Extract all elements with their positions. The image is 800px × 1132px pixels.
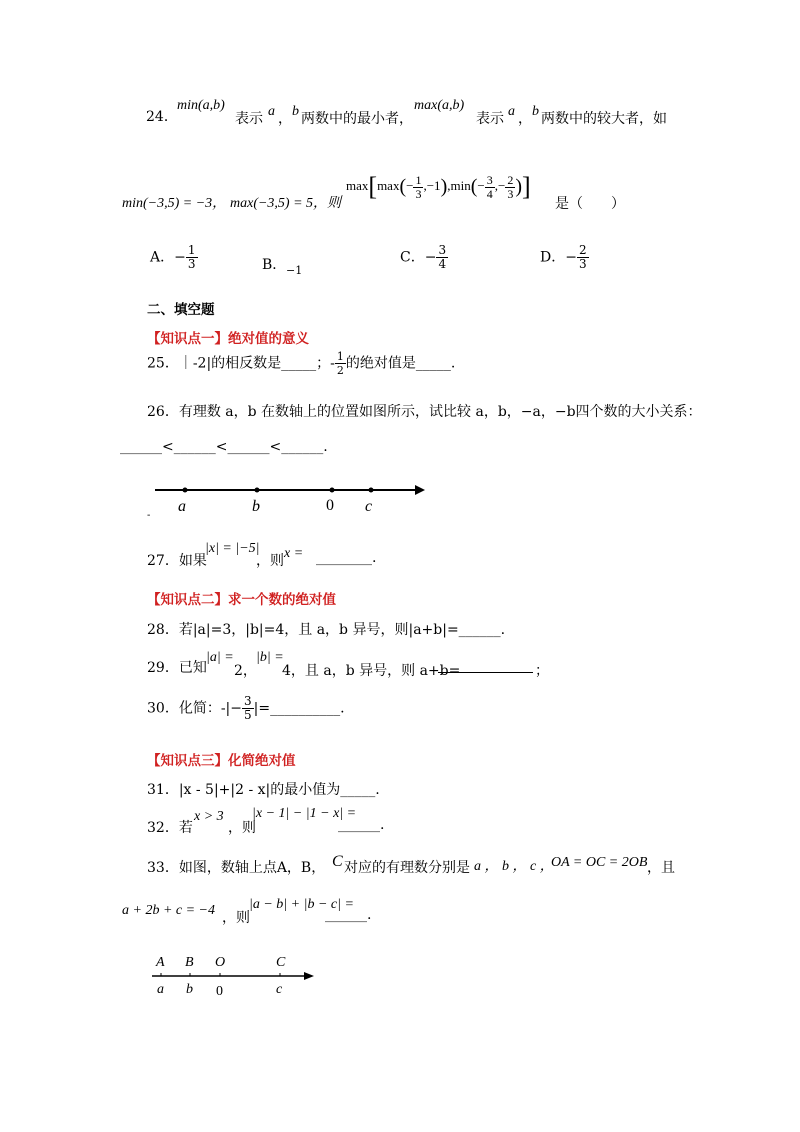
- q27-text1: 27．如果: [147, 553, 207, 569]
- q27-blank[interactable]: ________.: [316, 550, 377, 566]
- knowledge-point-1: 【知识点一】绝对值的意义: [147, 331, 309, 347]
- q31: 31．|x - 5|+|2 - x|的最小值为_____.: [147, 782, 380, 798]
- q24-comma2: ，: [518, 111, 532, 127]
- q28: 28．若|a|=3，|b|=4，且 a，b 异号，则|a+b|=______.: [147, 622, 506, 638]
- q27-x: x =: [284, 546, 304, 561]
- q33-vars: a ， b ， c ，: [474, 859, 554, 874]
- stray-dash: -: [147, 510, 151, 521]
- q29-abs-b: |b| =: [256, 650, 284, 665]
- option-b-value: −1: [286, 264, 303, 277]
- top-label-B: B: [185, 955, 194, 970]
- q24-var-a: a: [268, 104, 275, 119]
- q30: 30．化简：-|− $\frac{3}{5}$ |=__________.: [147, 694, 345, 722]
- q32-text2: ，则: [228, 820, 256, 836]
- q25-text1: 25．｜-2|的相反数是_____；-: [147, 355, 335, 372]
- option-b[interactable]: B．: [262, 257, 287, 273]
- q33-line1c: ，且: [647, 860, 675, 876]
- number-line-2: [148, 970, 318, 986]
- q33-relation: OA = OC = 2OB: [551, 855, 648, 870]
- bottom-label-b: b: [186, 982, 193, 997]
- q24-comma: ，: [278, 111, 292, 127]
- q24-text1: 表示: [235, 111, 263, 127]
- bracket-open: [: [368, 172, 378, 201]
- label-b: b: [252, 498, 260, 515]
- q32-blank[interactable]: ______.: [338, 817, 385, 833]
- q24-example1: min(−3,5) = −3，: [122, 196, 227, 211]
- q24-line1: [146, 106, 178, 126]
- arrow-head: [415, 485, 425, 495]
- option-c[interactable]: C．− $\frac{3}{4}$: [400, 243, 447, 271]
- q29-text1: 29．已知: [147, 660, 207, 676]
- q27-text2: ，则: [256, 553, 284, 569]
- q24-text2: 两数中的最小者，: [301, 111, 413, 127]
- point-0: [330, 488, 335, 493]
- label-a: a: [178, 498, 186, 515]
- q32-expression: |x − 1| − |1 − x| =: [252, 806, 357, 821]
- number-line-1: [145, 478, 430, 528]
- top-label-O: O: [215, 955, 226, 970]
- q32-condition: x > 3: [194, 809, 224, 824]
- option-a[interactable]: A．− $\frac{1}{3}$: [150, 243, 196, 271]
- bottom-label-0: 0: [216, 984, 223, 999]
- label-c: c: [365, 498, 373, 515]
- option-d[interactable]: D．− $\frac{2}{3}$: [540, 243, 587, 271]
- knowledge-point-3: 【知识点三】化简绝对值: [147, 753, 296, 769]
- frac-1-3: $\frac{1}{3}$: [415, 172, 422, 201]
- q33-line1b: 对应的有理数分别是: [344, 860, 470, 876]
- q24-example2: max(−3,5) = 5，则: [230, 196, 342, 211]
- q24-max-ab: max(a,b): [414, 98, 465, 113]
- point-b: [255, 488, 260, 493]
- q32-text1: 32．若: [147, 820, 193, 836]
- q24-var-a2: a: [508, 104, 515, 119]
- arrow-head-2: [304, 972, 314, 980]
- q24-var-b2: b: [532, 104, 539, 119]
- q29-blank[interactable]: [438, 658, 533, 673]
- label-0: 0: [326, 497, 334, 514]
- q24-text3: 表示: [476, 111, 504, 127]
- section-heading: 二、填空题: [147, 302, 215, 318]
- q29-end: ；: [535, 663, 549, 679]
- q33-text2: ，则: [222, 910, 250, 926]
- q33-line1a: 33．如图，数轴上点A，B，: [147, 860, 326, 876]
- top-label-A: A: [156, 955, 165, 970]
- q24-min-ab: min(a,b): [177, 98, 225, 113]
- bottom-label-c: c: [276, 982, 283, 997]
- q33-blank[interactable]: ______.: [325, 907, 372, 923]
- point-c: [369, 488, 374, 493]
- q26-line1: 26．有理数 a，b 在数轴上的位置如图所示，试比较 a，b，−a，−b四个数的大小关系：: [147, 404, 702, 420]
- q33-condition: a + 2b + c = −4: [122, 903, 216, 918]
- knowledge-point-2: 【知识点二】求一个数的绝对值: [147, 592, 336, 608]
- point-a: [183, 488, 188, 493]
- q33-c: C: [332, 853, 343, 870]
- q29-value2: 4，且 a，b 异号，则 a+b=: [282, 663, 461, 679]
- q27-equation: |x| = |−5|: [205, 541, 260, 556]
- q29-abs-a: |a| =: [206, 650, 234, 665]
- q24-var-b: b: [292, 104, 299, 119]
- minus-one: −1: [426, 177, 441, 193]
- frac-3-4: $\frac{3}{4}$: [486, 172, 493, 201]
- q26-line2: ______<______<______<______.: [120, 439, 328, 455]
- expr-inner-min: min: [450, 177, 471, 193]
- q25-text2: 的绝对值是_____.: [345, 355, 456, 372]
- top-label-C: C: [276, 955, 286, 970]
- q24-number: 24．: [146, 109, 178, 125]
- q29-value1: 2，: [234, 663, 257, 679]
- q33-expression: |a − b| + |b − c| =: [249, 897, 354, 912]
- q24-text4: 两数中的较大者，如: [541, 111, 667, 127]
- q24-expression: max[max(− $\frac{1}{3}$ ,−1),min(− $\frac{3}{4}$ ,− $\frac{2}{3}$ )]: [346, 172, 531, 201]
- q24-tail: 是（ ）: [555, 196, 625, 212]
- expr-max: max: [346, 177, 369, 193]
- q25: 25．｜-2|的相反数是_____；- $\frac{1}{2}$ 的绝对值是_____.: [147, 350, 456, 377]
- bottom-label-a: a: [157, 982, 164, 997]
- frac-2-3: $\frac{2}{3}$: [507, 172, 514, 201]
- expr-inner-max: max: [377, 177, 400, 193]
